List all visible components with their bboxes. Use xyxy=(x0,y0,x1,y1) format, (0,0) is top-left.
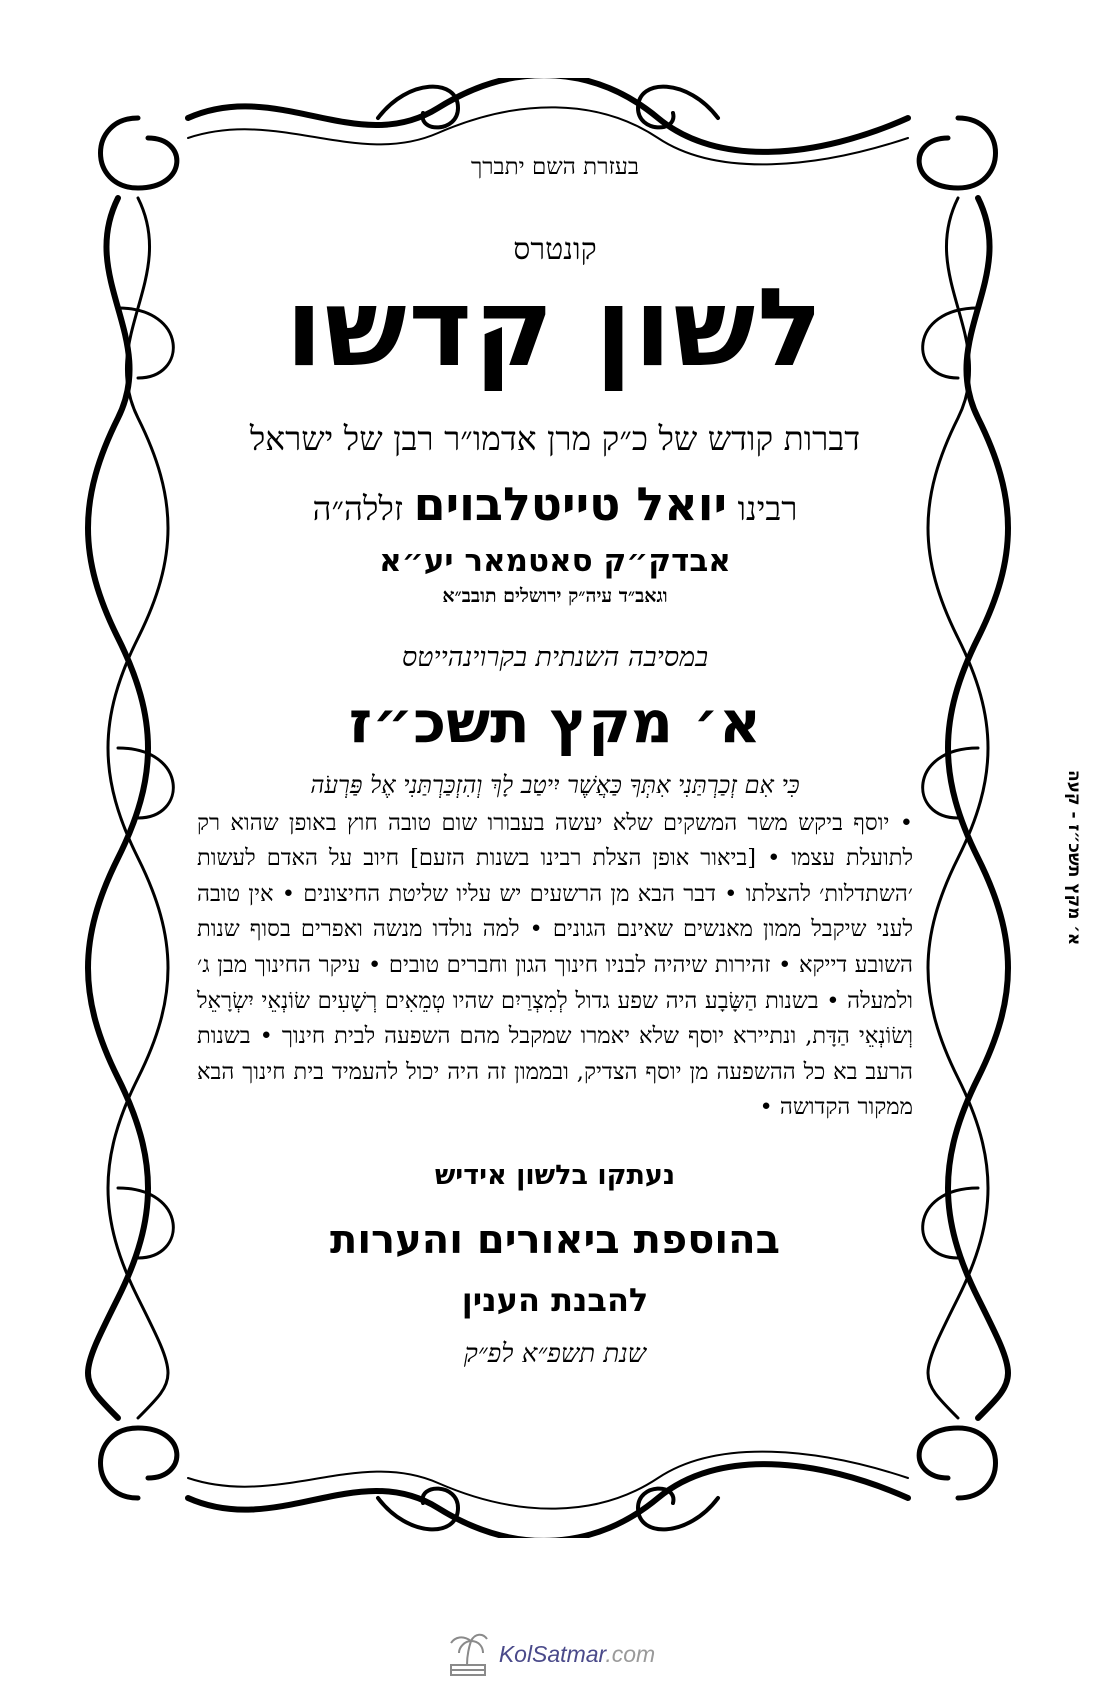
brand-suffix: .com xyxy=(605,1640,656,1667)
author-prefix: רבינו xyxy=(737,489,798,528)
verse-line: כִּי אִם זְכַרְתַּנִי אִתְּךָ כַּאֲשֶׁר יִיטַב לָךְ וְהִזְכַּרְתַּנִי אֶל פַּרְעֹה xyxy=(310,770,800,799)
author-title: אבדק״ק סאטמאר יע״א xyxy=(379,543,731,579)
author-line: דברות קודש של כ״ק מרן אדמו״ר רבן של ישראל xyxy=(249,419,861,458)
additions-note: בהוספת ביאורים והערות xyxy=(330,1216,780,1263)
kuntres-label: קונטרס xyxy=(513,232,597,267)
brand-link[interactable] xyxy=(499,1641,655,1668)
purpose-note: להבנת הענין xyxy=(461,1280,649,1319)
author-suffix: זללה״ה xyxy=(312,489,404,528)
opening-blessing: בעזרת השם יתברך xyxy=(470,154,640,180)
footer-brand[interactable] xyxy=(0,1626,1100,1682)
brand-main: KolSatmar xyxy=(498,1640,606,1667)
author-name: יואל טייטלבוים xyxy=(413,477,728,531)
publication-year: שנת תשפ״א לפ״ק xyxy=(463,1338,647,1369)
translated-note: נעתקו בלשון אידיש xyxy=(434,1159,676,1191)
page-side-note: א׳ מקץ תשכ״ז - קעה xyxy=(1064,770,1084,946)
author-name-line xyxy=(195,477,915,531)
book-title: לשון קדשו xyxy=(285,266,825,391)
occasion-event: במסיבה השנתית בקרוינהייטס xyxy=(401,642,709,673)
topics-summary: • יוסף ביקש משר המשקים שלא יעשה בעבורו שום טובה חוץ באופן שהוא רק לתועלת עצמו • [ביאור אופן הצלת רבינו בשנות הזעם] חיוב על האדם לעשות ׳השתדלות׳ להצלתו • דבר הבא מן הרשעים יש עליו שליטת החיצונים • אין טובה לעני שיקבל ממון מאנשים שאינם הגונים • למה נולדו מנשה ואפרים בסוף שנות השובע דייקא • זהירות שיהיה לבניו חינוך הגון וחברים טובים • עיקר החינוך מבן ג׳ ולמעלה • בשנות הַשָּׂבָע היה שפע גדול לְמִצְרַיִם שהיו טְמֵאִים רְשָׁעִים שׂוֹנְאֵי יִשְׂרָאֵל וְשׂוֹנְאֵי הַדָּת, ונתיירא יוסף שלא יאמרו שמקבל מהם השפעה לבית חינוך • בשנות הרעב בא כל ההשפעה מן יוסף הצדיק, ובממון זה היה יכול להעמיד בית חינוך הבא ממקור הקדושה • xyxy=(197,809,913,1121)
occasion-date: א׳ מקץ תשכ״ז xyxy=(348,688,762,756)
title-page-content xyxy=(195,140,915,1369)
author-title-2: וגאב״ד עיה״ק ירושלים תובב״א xyxy=(442,585,668,607)
palm-tree-book-icon xyxy=(445,1629,491,1679)
